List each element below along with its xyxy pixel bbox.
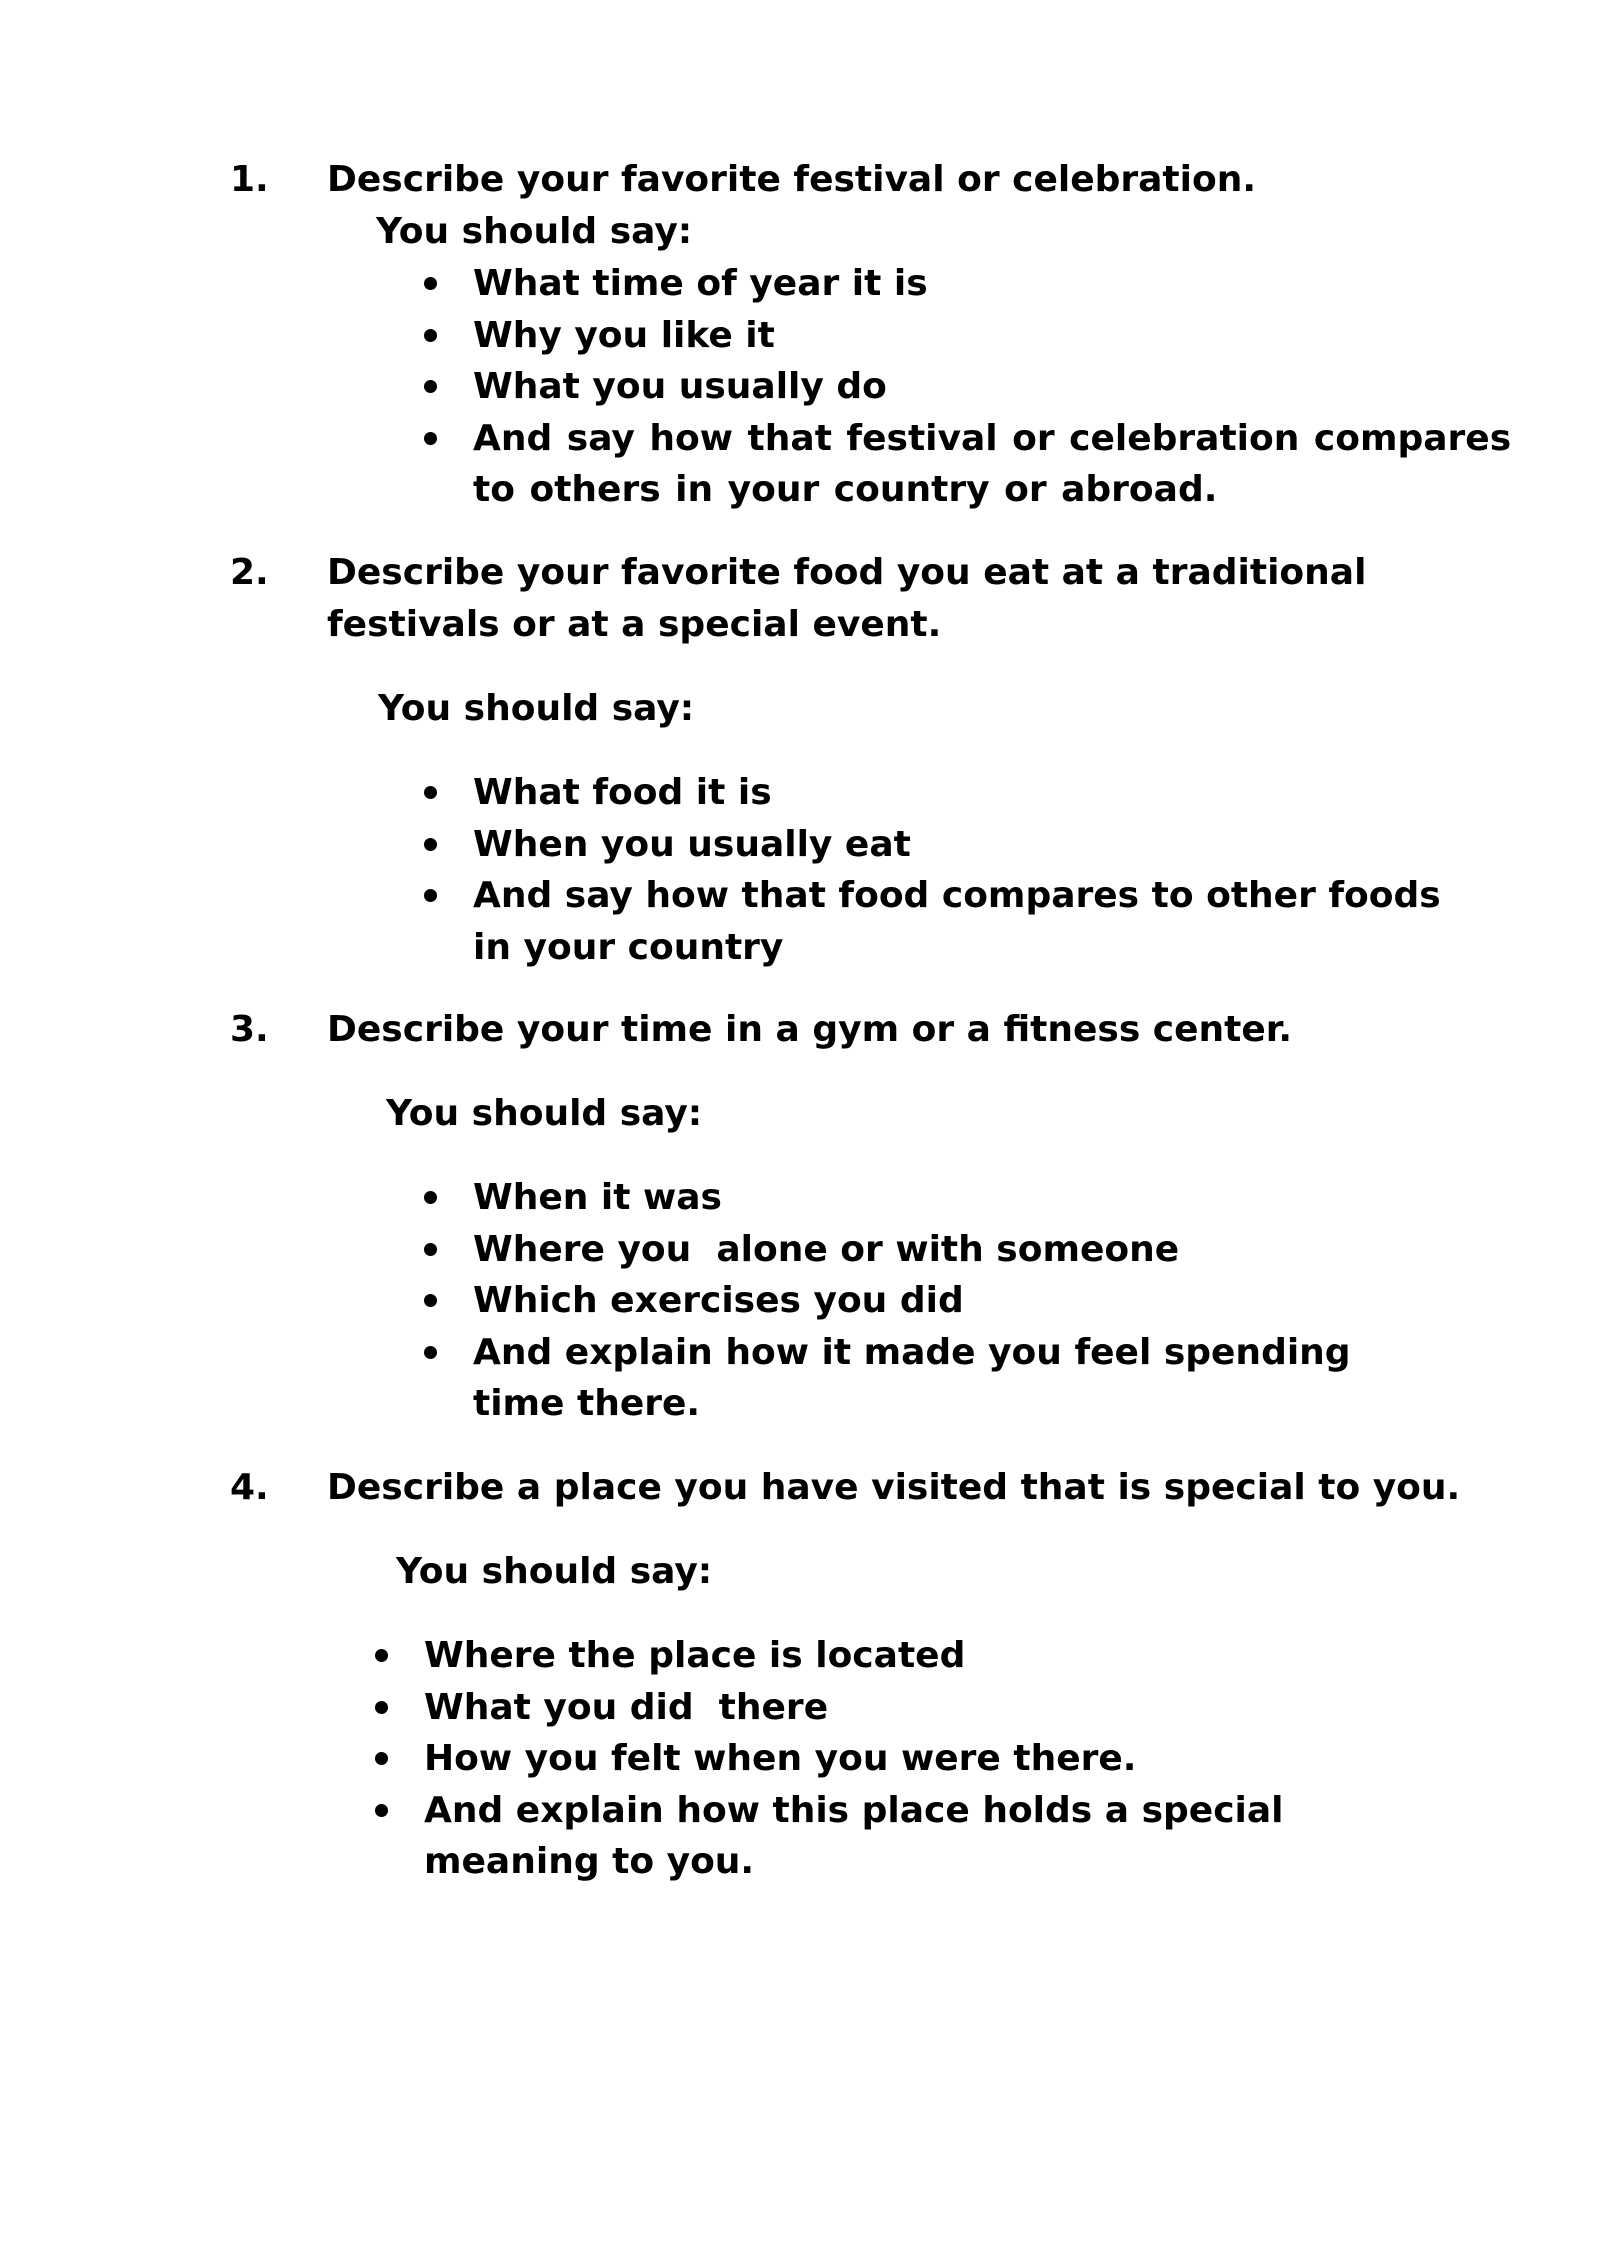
question-number: 4. — [230, 1467, 269, 1508]
bullet-icon — [375, 1649, 388, 1662]
list-item: And explain how it made you feel spending time there. — [473, 1327, 1433, 1430]
question-number: 2. — [230, 552, 269, 593]
bullet-icon — [424, 838, 437, 851]
list-item: Where the place is located — [424, 1630, 1464, 1682]
question-text: Describe your favorite food you eat at a traditional festivals or at a special event. — [327, 552, 1367, 645]
you-should-say-label: You should say: — [378, 688, 695, 729]
list-item: Which exercises you did — [473, 1275, 1433, 1327]
you-should-say-label: You should say: — [376, 211, 693, 252]
question-number: 1. — [230, 159, 269, 200]
bullet-icon — [424, 432, 437, 445]
bullet-icon — [424, 329, 437, 342]
list-item: And explain how this place holds a special meaning to you. — [424, 1785, 1464, 1888]
bullet-icon — [375, 1701, 388, 1714]
bullet-icon — [424, 1243, 437, 1256]
bullet-icon — [424, 889, 437, 902]
list-item: When it was — [473, 1172, 1433, 1224]
bullet-icon — [424, 1294, 437, 1307]
bullet-icon — [424, 380, 437, 393]
list-item: Where you alone or with someone — [473, 1224, 1433, 1276]
question-text: Describe your time in a gym or a fitness center. — [327, 1009, 1293, 1050]
bullet-icon — [424, 1346, 437, 1359]
bullet-icon — [424, 1191, 437, 1204]
list-item: What time of year it is — [473, 258, 1523, 310]
bullet-icon — [375, 1804, 388, 1817]
list-item: When you usually eat — [473, 819, 1473, 871]
bullet-icon — [424, 277, 437, 290]
question-text: Describe your favorite festival or celebration. — [327, 159, 1257, 200]
bullet-list — [473, 258, 1523, 516]
list-item: What you usually do — [473, 361, 1523, 413]
question-number: 3. — [230, 1009, 269, 1050]
list-item: How you felt when you were there. — [424, 1733, 1464, 1785]
bullet-list — [424, 1630, 1464, 1888]
bullet-list — [473, 767, 1473, 973]
you-should-say-label: You should say: — [396, 1551, 713, 1592]
question-text: Describe a place you have visited that is special to you. — [327, 1467, 1461, 1508]
bullet-icon — [424, 786, 437, 799]
you-should-say-label: You should say: — [386, 1093, 703, 1134]
bullet-icon — [375, 1752, 388, 1765]
list-item: What food it is — [473, 767, 1473, 819]
bullet-list — [473, 1172, 1433, 1430]
list-item: And say how that food compares to other foods in your country — [473, 870, 1473, 973]
list-item: Why you like it — [473, 310, 1523, 362]
list-item: And say how that festival or celebration compares to others in your country or abroad. — [473, 413, 1523, 516]
list-item: What you did there — [424, 1682, 1464, 1734]
